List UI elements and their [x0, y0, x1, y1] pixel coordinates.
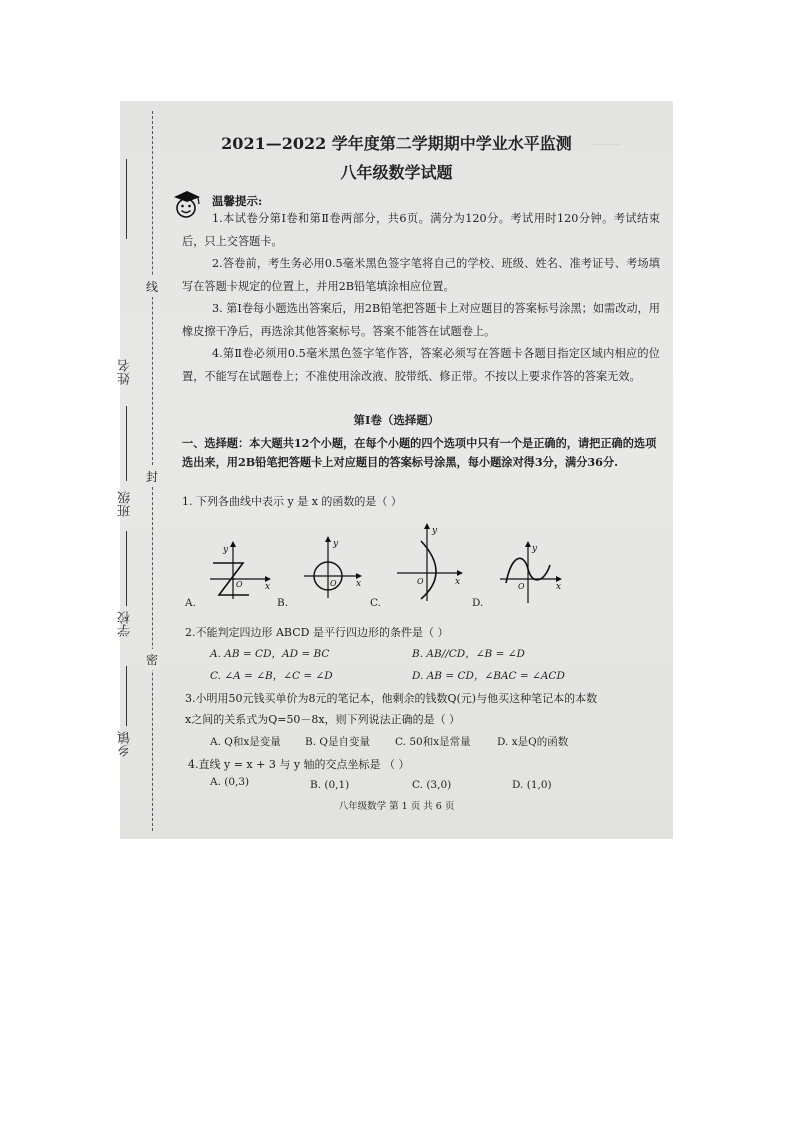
question-4-option-b: B. (0,1) — [310, 779, 350, 791]
tips-label: 温馨提示: — [212, 194, 263, 208]
question-1-stem: 1. 下列各曲线中表示 y 是 x 的函数的是（ ） — [182, 495, 402, 508]
graph-d-x-label: x — [556, 582, 562, 592]
question-3-option-c: C. 50和x是常量 — [395, 736, 471, 748]
graph-d — [498, 541, 573, 606]
exam-photo — [120, 101, 673, 839]
graph-d-y-label: y — [532, 544, 538, 554]
question-4-option-c: C. (3,0) — [412, 779, 452, 791]
graph-c-x-label: x — [455, 577, 461, 587]
question-2-option-a: A. AB = CD，AD = BC — [210, 648, 330, 660]
question-3-option-b: B. Q是自变量 — [305, 736, 370, 748]
section-intro: 一、选择题：本大题共12个小题，在每个小题的四个选项中只有一个是正确的，请把正确的选项选出来，用2B铅笔把答题卡上对应题目的答案标号涂黑，每小题涂对得3分，满分36分. — [182, 436, 657, 469]
school-label: 学校 — [118, 611, 133, 637]
graph-a — [205, 541, 275, 601]
graph-b-x-label: x — [356, 579, 362, 589]
question-3-stem-line-1: 3.小明用50元钱买单价为8元的笔记本，他剩余的钱数Q(元)与他买这种笔记本的本数 — [185, 692, 598, 705]
school-underline — [126, 531, 127, 606]
tip-item-3: 3. 第Ⅰ卷每小题选出答案后，用2B铅笔把答题卡上对应题目的答案标号涂黑；如需改动，用橡皮擦干净后，再选涂其他答案标号。答案不能答在试题卷上。 — [182, 302, 660, 338]
graph-a-x-label: x — [265, 582, 271, 592]
graph-c-y-label: y — [432, 526, 438, 536]
tip-item-1: 1.本试卷分第Ⅰ卷和第Ⅱ卷两部分，共6页。满分为120分。考试用时120分钟。考试结束后，只上交答题卡。 — [182, 212, 660, 248]
question-2-stem: 2.不能判定四边形 ABCD 是平行四边形的条件是（ ） — [185, 626, 449, 639]
question-1-option-d: D. — [472, 597, 484, 609]
graph-a-y-label: y — [223, 545, 229, 555]
town-underline — [126, 666, 127, 726]
margin-mark-feng: 封 — [146, 466, 158, 487]
graph-d-origin: O — [518, 582, 525, 591]
name-label: 姓名 — [118, 359, 133, 385]
margin-mark-xian: 线 — [146, 276, 158, 297]
question-2-option-d: D. AB = CD，∠BAC = ∠ACD — [412, 670, 565, 682]
question-4-option-d: D. (1,0) — [512, 779, 552, 791]
graph-b-y-label: y — [333, 539, 339, 549]
section-title: 第Ⅰ卷（选择题） — [353, 413, 440, 427]
question-3-option-d: D. x是Q的函数 — [497, 736, 569, 748]
tip-item-4: 4.第Ⅱ卷必须用0.5毫米黑色签字笔作答，答案必须写在答题卡各题目指定区域内相应的位置，不能写在试题卷上；不准使用涂改液、胶带纸、修正带。不按以上要求作答的答案无效。 — [182, 347, 660, 383]
graph-c-origin: O — [417, 577, 424, 586]
question-1-option-a: A. — [185, 597, 196, 609]
question-1-option-b: B. — [277, 597, 289, 609]
graph-c — [395, 523, 470, 603]
page-footer: 八年级数学 第 1 页 共 6 页 — [338, 801, 455, 812]
graph-a-origin: O — [236, 580, 243, 589]
graph-b-origin: O — [330, 579, 337, 588]
question-3-option-a: A. Q和x是变量 — [210, 736, 281, 748]
question-4-stem: 4.直线 y = x + 3 与 y 轴的交点坐标是 （ ） — [188, 758, 410, 771]
question-2-option-b: B. AB//CD，∠B = ∠D — [412, 648, 525, 660]
town-label: 乡镇 — [118, 731, 133, 757]
margin-mark-mi: 密 — [146, 649, 158, 670]
exam-subtitle: 八年级数学试题 — [340, 163, 453, 182]
question-4-option-a: A. (0,3) — [210, 776, 250, 788]
question-1-option-c: C. — [370, 597, 381, 609]
exam-title: 2021—2022 学年度第二学期期中学业水平监测 — [221, 134, 572, 153]
bleed-through: ——— — [590, 139, 620, 150]
question-3-stem-line-2: x之间的关系式为Q=50－8x，则下列说法正确的是（ ） — [185, 713, 461, 726]
question-2-option-c: C. ∠A = ∠B，∠C = ∠D — [210, 670, 333, 682]
tip-item-2: 2.答卷前，考生务必用0.5毫米黑色签字笔将自己的学校、班级、姓名、准考证号、考场填写在答题卡规定的位置上，并用2B铅笔填涂相应位置。 — [182, 257, 660, 293]
graph-b — [300, 536, 370, 601]
class-label: 班级 — [118, 491, 133, 517]
